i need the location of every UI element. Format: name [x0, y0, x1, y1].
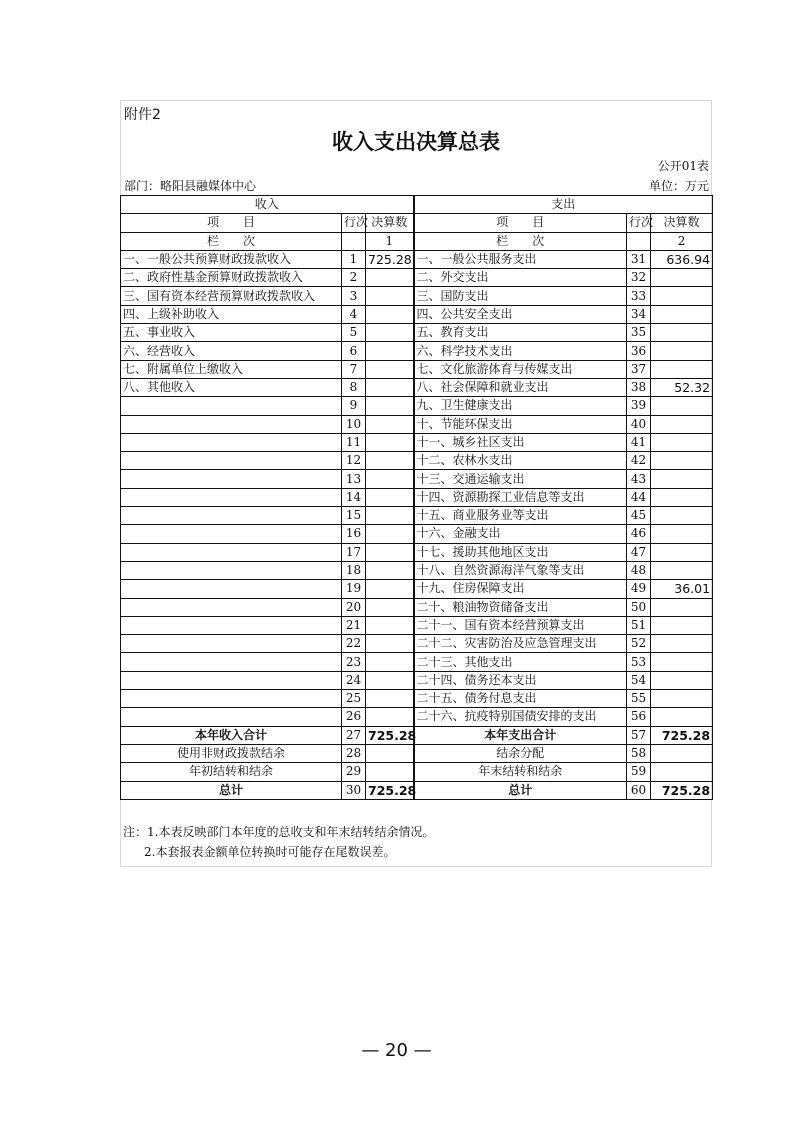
expense-amount: 52.32 — [651, 378, 713, 396]
expense-amount-header: 决算数 — [651, 214, 713, 232]
summary-income-amount: 725.28 — [366, 781, 414, 799]
expense-amount — [651, 269, 713, 287]
summary-expense-amount — [651, 763, 713, 781]
summary-expense-amount: 725.28 — [651, 726, 713, 744]
summary-income-amount — [366, 763, 414, 781]
expense-item: 六、科学技术支出 — [414, 342, 627, 360]
income-item: 四、上级补助收入 — [121, 305, 342, 323]
income-line-no: 19 — [342, 580, 366, 598]
expense-amount — [651, 616, 713, 634]
expense-line-no: 32 — [627, 269, 651, 287]
expense-item: 二十六、抗疫特别国债安排的支出 — [414, 708, 627, 726]
income-item — [121, 635, 342, 653]
expense-amount — [651, 653, 713, 671]
income-amount — [366, 415, 414, 433]
income-expense-table — [120, 195, 713, 800]
expense-line-no: 31 — [627, 250, 651, 268]
expense-column-number: 2 — [651, 232, 713, 250]
expense-item: 四、公共安全支出 — [414, 305, 627, 323]
expense-item: 二、外交支出 — [414, 269, 627, 287]
summary-expense-amount — [651, 744, 713, 762]
table-row — [121, 397, 713, 415]
income-item — [121, 397, 342, 415]
income-line-no: 26 — [342, 708, 366, 726]
income-item-header: 项 目 — [121, 214, 342, 232]
expense-line-no: 40 — [627, 415, 651, 433]
table-row — [121, 580, 713, 598]
expense-amount — [651, 452, 713, 470]
income-line-no: 11 — [342, 433, 366, 451]
table-row — [121, 378, 713, 396]
expense-line-no: 38 — [627, 378, 651, 396]
income-line-no: 14 — [342, 488, 366, 506]
income-item — [121, 580, 342, 598]
income-amount — [366, 690, 414, 708]
expense-line-no: 47 — [627, 543, 651, 561]
summary-expense-item: 总计 — [414, 781, 627, 799]
summary-income-amount: 725.28 — [366, 726, 414, 744]
expense-item: 十九、住房保障支出 — [414, 580, 627, 598]
income-amount — [366, 470, 414, 488]
page-number: — 20 — — [361, 1040, 432, 1061]
summary-expense-amount: 725.28 — [651, 781, 713, 799]
income-line-no: 22 — [342, 635, 366, 653]
income-item — [121, 507, 342, 525]
table-row — [121, 653, 713, 671]
expense-line-no: 48 — [627, 561, 651, 579]
income-line-no: 6 — [342, 342, 366, 360]
expense-item: 八、社会保障和就业支出 — [414, 378, 627, 396]
table-row — [121, 598, 713, 616]
table-row — [121, 671, 713, 689]
income-item: 五、事业收入 — [121, 324, 342, 342]
income-item — [121, 690, 342, 708]
expense-amount — [651, 671, 713, 689]
income-amount — [366, 708, 414, 726]
income-amount — [366, 671, 414, 689]
income-item: 六、经营收入 — [121, 342, 342, 360]
summary-expense-item: 年末结转和结余 — [414, 763, 627, 781]
expense-line-no: 52 — [627, 635, 651, 653]
expense-item: 二十五、债务付息支出 — [414, 690, 627, 708]
summary-income-line-no: 28 — [342, 744, 366, 762]
summary-income-item: 本年收入合计 — [121, 726, 342, 744]
income-line-no: 8 — [342, 378, 366, 396]
income-header: 收入 — [121, 196, 414, 214]
income-amount — [366, 653, 414, 671]
department-label: 部门：略阳县融媒体中心 — [124, 179, 257, 193]
unit-label: 单位：万元 — [648, 179, 709, 193]
expense-item: 十八、自然资源海洋气象等支出 — [414, 561, 627, 579]
income-line-no: 13 — [342, 470, 366, 488]
expense-item: 二十三、其他支出 — [414, 653, 627, 671]
expense-amount — [651, 635, 713, 653]
income-item: 八、其他收入 — [121, 378, 342, 396]
page-title: 收入支出决算总表 — [332, 130, 500, 154]
income-lineno-empty — [342, 232, 366, 250]
expense-amount — [651, 561, 713, 579]
expense-amount — [651, 415, 713, 433]
table-row — [121, 543, 713, 561]
table-column-row — [121, 232, 713, 250]
expense-amount — [651, 397, 713, 415]
table-row — [121, 470, 713, 488]
income-amount — [366, 598, 414, 616]
expense-amount: 36.01 — [651, 580, 713, 598]
expense-header: 支出 — [414, 196, 713, 214]
expense-line-no: 43 — [627, 470, 651, 488]
table-row — [121, 342, 713, 360]
income-item — [121, 653, 342, 671]
expense-amount — [651, 433, 713, 451]
income-item — [121, 598, 342, 616]
income-line-no: 1 — [342, 250, 366, 268]
expense-item: 十五、商业服务业等支出 — [414, 507, 627, 525]
income-line-no: 15 — [342, 507, 366, 525]
income-amount — [366, 287, 414, 305]
expense-line-no: 39 — [627, 397, 651, 415]
expense-amount — [651, 324, 713, 342]
income-amount — [366, 543, 414, 561]
expense-amount — [651, 507, 713, 525]
income-line-no: 3 — [342, 287, 366, 305]
table-row — [121, 708, 713, 726]
income-item — [121, 543, 342, 561]
attachment-label: 附件2 — [124, 107, 161, 123]
summary-expense-item: 结余分配 — [414, 744, 627, 762]
expense-line-no: 45 — [627, 507, 651, 525]
expense-line-no: 50 — [627, 598, 651, 616]
table-row — [121, 250, 713, 268]
expense-line-no: 53 — [627, 653, 651, 671]
income-item — [121, 488, 342, 506]
expense-line-no: 37 — [627, 360, 651, 378]
income-amount — [366, 452, 414, 470]
income-item — [121, 433, 342, 451]
table-row — [121, 360, 713, 378]
expense-item: 十四、资源勘探工业信息等支出 — [414, 488, 627, 506]
income-item — [121, 415, 342, 433]
summary-row — [121, 781, 713, 799]
income-amount — [366, 433, 414, 451]
summary-income-amount — [366, 744, 414, 762]
table-row — [121, 452, 713, 470]
expense-item: 二十二、灾害防治及应急管理支出 — [414, 635, 627, 653]
income-line-no: 25 — [342, 690, 366, 708]
income-line-no: 24 — [342, 671, 366, 689]
expense-amount: 636.94 — [651, 250, 713, 268]
summary-expense-line-no: 59 — [627, 763, 651, 781]
income-item: 二、政府性基金预算财政拨款收入 — [121, 269, 342, 287]
expense-amount — [651, 598, 713, 616]
summary-expense-line-no: 58 — [627, 744, 651, 762]
expense-item: 二十一、国有资本经营预算支出 — [414, 616, 627, 634]
expense-line-no: 51 — [627, 616, 651, 634]
expense-item: 一、一般公共服务支出 — [414, 250, 627, 268]
expense-lineno-empty — [627, 232, 651, 250]
income-item: 七、附属单位上缴收入 — [121, 360, 342, 378]
expense-line-no: 41 — [627, 433, 651, 451]
expense-line-no: 42 — [627, 452, 651, 470]
income-line-no: 20 — [342, 598, 366, 616]
expense-amount — [651, 287, 713, 305]
table-row — [121, 507, 713, 525]
income-item — [121, 616, 342, 634]
summary-income-line-no: 29 — [342, 763, 366, 781]
expense-item: 十、节能环保支出 — [414, 415, 627, 433]
table-row — [121, 269, 713, 287]
income-amount — [366, 342, 414, 360]
table-row — [121, 561, 713, 579]
expense-amount — [651, 488, 713, 506]
note-1: 注：1.本表反映部门本年度的总收支和年末结转结余情况。 — [123, 825, 435, 839]
income-line-no: 5 — [342, 324, 366, 342]
table-row — [121, 690, 713, 708]
summary-income-line-no: 30 — [342, 781, 366, 799]
expense-item: 十六、金融支出 — [414, 525, 627, 543]
income-amount — [366, 507, 414, 525]
table-row — [121, 433, 713, 451]
income-item: 一、一般公共预算财政拨款收入 — [121, 250, 342, 268]
income-lineno-header: 行次 — [342, 214, 366, 232]
income-amount — [366, 488, 414, 506]
expense-amount — [651, 342, 713, 360]
income-line-no: 10 — [342, 415, 366, 433]
expense-lineno-header: 行次 — [627, 214, 651, 232]
income-item: 三、国有资本经营预算财政拨款收入 — [121, 287, 342, 305]
income-line-no: 18 — [342, 561, 366, 579]
summary-expense-line-no: 60 — [627, 781, 651, 799]
income-amount — [366, 580, 414, 598]
income-amount — [366, 269, 414, 287]
income-line-no: 4 — [342, 305, 366, 323]
summary-income-item: 年初结转和结余 — [121, 763, 342, 781]
notes — [123, 822, 434, 862]
income-line-no: 9 — [342, 397, 366, 415]
expense-line-no: 56 — [627, 708, 651, 726]
expense-line-no: 34 — [627, 305, 651, 323]
income-line-no: 16 — [342, 525, 366, 543]
table-row — [121, 488, 713, 506]
expense-line-no: 35 — [627, 324, 651, 342]
income-line-no: 12 — [342, 452, 366, 470]
expense-item: 三、国防支出 — [414, 287, 627, 305]
table-row — [121, 324, 713, 342]
expense-line-no: 49 — [627, 580, 651, 598]
summary-expense-line-no: 57 — [627, 726, 651, 744]
income-line-no: 7 — [342, 360, 366, 378]
expense-line-no: 46 — [627, 525, 651, 543]
income-amount — [366, 397, 414, 415]
expense-column-label: 栏 次 — [414, 232, 627, 250]
expense-item: 十七、援助其他地区支出 — [414, 543, 627, 561]
expense-item: 十三、交通运输支出 — [414, 470, 627, 488]
summary-income-line-no: 27 — [342, 726, 366, 744]
income-item — [121, 470, 342, 488]
income-item — [121, 561, 342, 579]
income-amount — [366, 635, 414, 653]
table-row — [121, 616, 713, 634]
expense-item: 十一、城乡社区支出 — [414, 433, 627, 451]
summary-income-item: 总计 — [121, 781, 342, 799]
expense-line-no: 54 — [627, 671, 651, 689]
expense-amount — [651, 708, 713, 726]
income-line-no: 2 — [342, 269, 366, 287]
income-amount: 725.28 — [366, 250, 414, 268]
income-item — [121, 525, 342, 543]
form-code: 公开01表 — [657, 159, 709, 173]
summary-expense-item: 本年支出合计 — [414, 726, 627, 744]
expense-line-no: 44 — [627, 488, 651, 506]
table-row — [121, 287, 713, 305]
income-column-number: 1 — [366, 232, 414, 250]
income-amount-header: 决算数 — [366, 214, 414, 232]
expense-item: 二十四、债务还本支出 — [414, 671, 627, 689]
income-amount — [366, 561, 414, 579]
income-line-no: 17 — [342, 543, 366, 561]
summary-row — [121, 763, 713, 781]
expense-line-no: 36 — [627, 342, 651, 360]
income-amount — [366, 305, 414, 323]
income-amount — [366, 525, 414, 543]
expense-item: 二十、粮油物资储备支出 — [414, 598, 627, 616]
expense-item-header: 项 目 — [414, 214, 627, 232]
income-item — [121, 708, 342, 726]
expense-amount — [651, 360, 713, 378]
income-item — [121, 671, 342, 689]
table-subheader-row — [121, 214, 713, 232]
income-amount — [366, 360, 414, 378]
table-row — [121, 525, 713, 543]
table-row — [121, 635, 713, 653]
table-row — [121, 415, 713, 433]
expense-item: 七、文化旅游体育与传媒支出 — [414, 360, 627, 378]
expense-item: 十二、农林水支出 — [414, 452, 627, 470]
income-amount — [366, 378, 414, 396]
expense-amount — [651, 525, 713, 543]
income-amount — [366, 616, 414, 634]
income-amount — [366, 324, 414, 342]
table-header-row — [121, 196, 713, 214]
income-line-no: 23 — [342, 653, 366, 671]
expense-line-no: 55 — [627, 690, 651, 708]
summary-row — [121, 744, 713, 762]
summary-row — [121, 726, 713, 744]
expense-line-no: 33 — [627, 287, 651, 305]
summary-income-item: 使用非财政拨款结余 — [121, 744, 342, 762]
table-row — [121, 305, 713, 323]
expense-amount — [651, 470, 713, 488]
income-item — [121, 452, 342, 470]
expense-amount — [651, 690, 713, 708]
income-line-no: 21 — [342, 616, 366, 634]
expense-amount — [651, 305, 713, 323]
income-column-label: 栏 次 — [121, 232, 342, 250]
expense-item: 九、卫生健康支出 — [414, 397, 627, 415]
note-2: 2.本套报表金额单位转换时可能存在尾数误差。 — [144, 845, 396, 859]
expense-item: 五、教育支出 — [414, 324, 627, 342]
expense-amount — [651, 543, 713, 561]
